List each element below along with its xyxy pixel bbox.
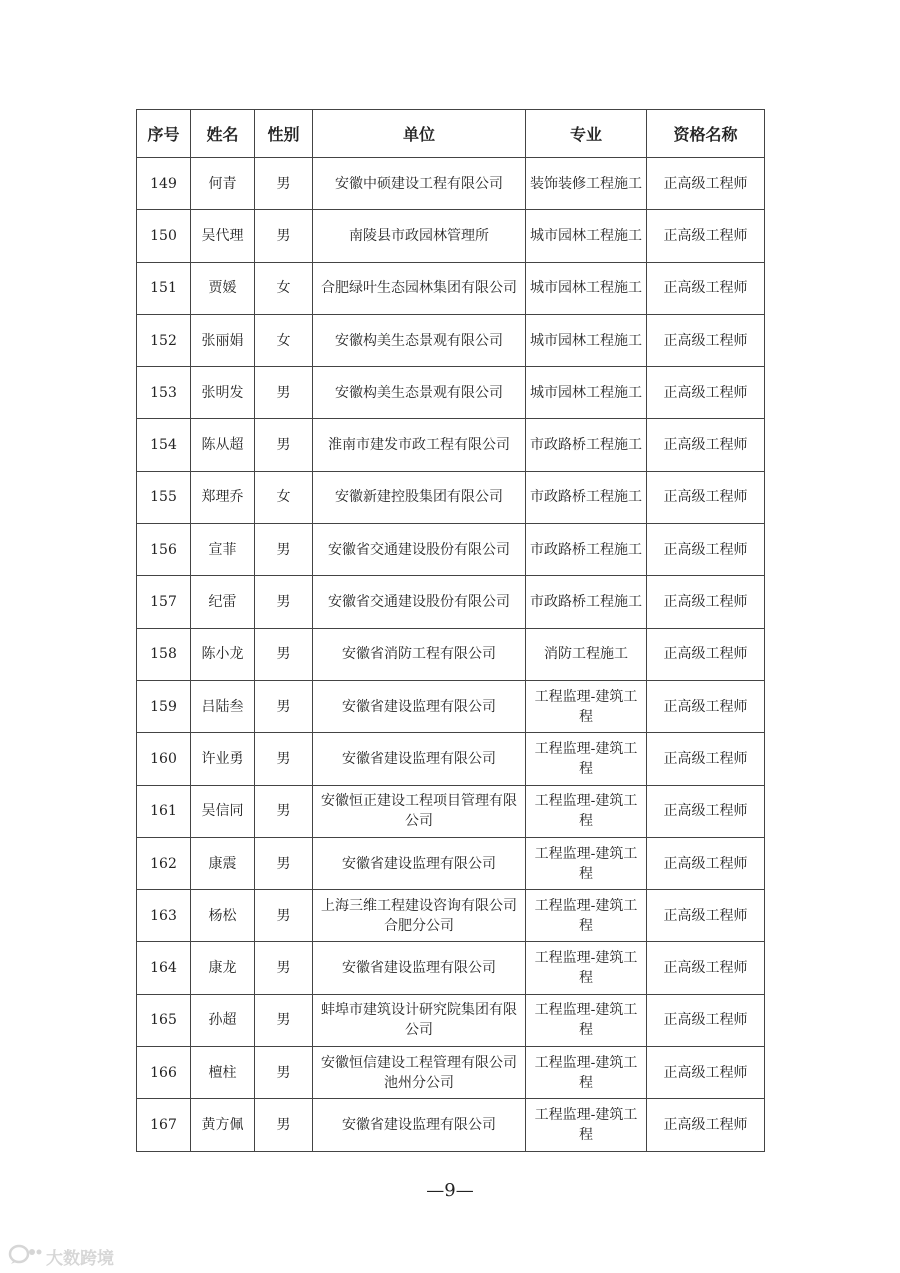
cell-major: 工程监理-建筑工程 — [526, 733, 647, 785]
cell-name: 何青 — [191, 158, 255, 210]
table-row — [137, 942, 765, 994]
cell-seq: 152 — [137, 314, 191, 366]
cell-gender: 男 — [255, 994, 313, 1046]
cell-major: 市政路桥工程施工 — [526, 471, 647, 523]
table-row — [137, 994, 765, 1046]
cell-name: 孙超 — [191, 994, 255, 1046]
cell-seq: 155 — [137, 471, 191, 523]
cell-seq: 161 — [137, 785, 191, 837]
header-gender: 性别 — [255, 110, 313, 158]
cell-gender: 男 — [255, 890, 313, 942]
table-row — [137, 314, 765, 366]
table-row — [137, 210, 765, 262]
cell-unit: 安徽省建设监理有限公司 — [313, 942, 526, 994]
header-qualification: 资格名称 — [647, 110, 765, 158]
cell-seq: 149 — [137, 158, 191, 210]
cell-seq: 153 — [137, 367, 191, 419]
cell-qualification: 正高级工程师 — [647, 890, 765, 942]
cell-unit: 淮南市建发市政工程有限公司 — [313, 419, 526, 471]
cell-major: 市政路桥工程施工 — [526, 419, 647, 471]
page-number: —9— — [426, 1180, 474, 1201]
cell-major: 工程监理-建筑工程 — [526, 994, 647, 1046]
cell-gender: 男 — [255, 367, 313, 419]
cell-gender: 男 — [255, 1047, 313, 1099]
qualification-table — [136, 109, 765, 1152]
cell-major: 城市园林工程施工 — [526, 367, 647, 419]
table-row — [137, 628, 765, 680]
cell-gender: 男 — [255, 785, 313, 837]
cell-gender: 男 — [255, 733, 313, 785]
cell-seq: 160 — [137, 733, 191, 785]
cell-name: 许业勇 — [191, 733, 255, 785]
cell-qualification: 正高级工程师 — [647, 158, 765, 210]
table-body — [137, 158, 765, 1152]
cell-gender: 男 — [255, 680, 313, 732]
cell-qualification: 正高级工程师 — [647, 680, 765, 732]
cell-unit: 南陵县市政园林管理所 — [313, 210, 526, 262]
cell-unit: 安徽省建设监理有限公司 — [313, 733, 526, 785]
cell-seq: 158 — [137, 628, 191, 680]
table-row — [137, 471, 765, 523]
cell-major: 城市园林工程施工 — [526, 314, 647, 366]
cell-name: 纪雷 — [191, 576, 255, 628]
cell-qualification: 正高级工程师 — [647, 419, 765, 471]
cell-qualification: 正高级工程师 — [647, 837, 765, 889]
cell-unit: 安徽构美生态景观有限公司 — [313, 314, 526, 366]
cell-name: 郑理乔 — [191, 471, 255, 523]
cell-seq: 151 — [137, 262, 191, 314]
cell-major: 城市园林工程施工 — [526, 262, 647, 314]
table-row — [137, 1099, 765, 1151]
table-row — [137, 1047, 765, 1099]
cell-seq: 165 — [137, 994, 191, 1046]
cell-gender: 男 — [255, 210, 313, 262]
table-header-row — [137, 110, 765, 158]
cell-gender: 男 — [255, 837, 313, 889]
cell-seq: 167 — [137, 1099, 191, 1151]
cell-name: 张丽娟 — [191, 314, 255, 366]
cell-unit: 安徽省交通建设股份有限公司 — [313, 576, 526, 628]
table-row — [137, 785, 765, 837]
cell-name: 檀柱 — [191, 1047, 255, 1099]
cell-major: 市政路桥工程施工 — [526, 576, 647, 628]
table-row — [137, 262, 765, 314]
cell-qualification: 正高级工程师 — [647, 785, 765, 837]
cell-unit: 合肥绿叶生态园林集团有限公司 — [313, 262, 526, 314]
cell-gender: 女 — [255, 471, 313, 523]
cell-gender: 男 — [255, 942, 313, 994]
cell-qualification: 正高级工程师 — [647, 524, 765, 576]
cell-major: 装饰装修工程施工 — [526, 158, 647, 210]
cell-name: 贾媛 — [191, 262, 255, 314]
cell-gender: 男 — [255, 158, 313, 210]
cell-gender: 男 — [255, 1099, 313, 1151]
table-row — [137, 733, 765, 785]
cell-unit: 安徽省消防工程有限公司 — [313, 628, 526, 680]
cell-name: 陈从超 — [191, 419, 255, 471]
cell-gender: 男 — [255, 576, 313, 628]
table-row — [137, 890, 765, 942]
watermark-text: 大数跨境 — [46, 1249, 114, 1269]
cell-unit: 安徽省建设监理有限公司 — [313, 837, 526, 889]
cell-seq: 162 — [137, 837, 191, 889]
cell-unit: 安徽中硕建设工程有限公司 — [313, 158, 526, 210]
cell-major: 工程监理-建筑工程 — [526, 837, 647, 889]
cell-seq: 166 — [137, 1047, 191, 1099]
cell-name: 宣菲 — [191, 524, 255, 576]
cell-gender: 男 — [255, 419, 313, 471]
cell-name: 吴信同 — [191, 785, 255, 837]
cell-name: 吕陆叁 — [191, 680, 255, 732]
cell-major: 工程监理-建筑工程 — [526, 680, 647, 732]
cell-major: 城市园林工程施工 — [526, 210, 647, 262]
cell-name: 吴代理 — [191, 210, 255, 262]
cell-major: 工程监理-建筑工程 — [526, 942, 647, 994]
cell-gender: 女 — [255, 262, 313, 314]
cell-qualification: 正高级工程师 — [647, 576, 765, 628]
cell-qualification: 正高级工程师 — [647, 314, 765, 366]
cell-major: 工程监理-建筑工程 — [526, 890, 647, 942]
header-name: 姓名 — [191, 110, 255, 158]
cell-major: 工程监理-建筑工程 — [526, 1099, 647, 1151]
cell-unit: 安徽恒正建设工程项目管理有限公司 — [313, 785, 526, 837]
cell-seq: 150 — [137, 210, 191, 262]
cell-unit: 安徽省建设监理有限公司 — [313, 1099, 526, 1151]
cell-gender: 女 — [255, 314, 313, 366]
cell-qualification: 正高级工程师 — [647, 994, 765, 1046]
cell-name: 康龙 — [191, 942, 255, 994]
cell-major: 消防工程施工 — [526, 628, 647, 680]
cell-unit: 安徽省交通建设股份有限公司 — [313, 524, 526, 576]
cell-unit: 安徽构美生态景观有限公司 — [313, 367, 526, 419]
cell-seq: 164 — [137, 942, 191, 994]
cell-qualification: 正高级工程师 — [647, 471, 765, 523]
speech-bubble-logo-icon — [8, 1243, 42, 1270]
cell-qualification: 正高级工程师 — [647, 1047, 765, 1099]
cell-major: 工程监理-建筑工程 — [526, 1047, 647, 1099]
cell-gender: 男 — [255, 628, 313, 680]
cell-major: 工程监理-建筑工程 — [526, 785, 647, 837]
cell-seq: 159 — [137, 680, 191, 732]
cell-unit: 安徽恒信建设工程管理有限公司池州分公司 — [313, 1047, 526, 1099]
cell-unit: 蚌埠市建筑设计研究院集团有限公司 — [313, 994, 526, 1046]
cell-gender: 男 — [255, 524, 313, 576]
table-row — [137, 680, 765, 732]
watermark — [8, 1243, 114, 1270]
cell-unit: 上海三维工程建设咨询有限公司合肥分公司 — [313, 890, 526, 942]
cell-qualification: 正高级工程师 — [647, 210, 765, 262]
table-row — [137, 367, 765, 419]
cell-seq: 154 — [137, 419, 191, 471]
table-row — [137, 837, 765, 889]
cell-seq: 163 — [137, 890, 191, 942]
cell-name: 黄方佩 — [191, 1099, 255, 1151]
cell-qualification: 正高级工程师 — [647, 367, 765, 419]
cell-name: 康震 — [191, 837, 255, 889]
cell-qualification: 正高级工程师 — [647, 1099, 765, 1151]
header-seq: 序号 — [137, 110, 191, 158]
cell-qualification: 正高级工程师 — [647, 262, 765, 314]
table-row — [137, 524, 765, 576]
cell-qualification: 正高级工程师 — [647, 733, 765, 785]
cell-qualification: 正高级工程师 — [647, 942, 765, 994]
table-row — [137, 158, 765, 210]
header-unit: 单位 — [313, 110, 526, 158]
cell-name: 陈小龙 — [191, 628, 255, 680]
cell-major: 市政路桥工程施工 — [526, 524, 647, 576]
header-major: 专业 — [526, 110, 647, 158]
table-row — [137, 576, 765, 628]
cell-unit: 安徽省建设监理有限公司 — [313, 680, 526, 732]
cell-seq: 156 — [137, 524, 191, 576]
cell-name: 张明发 — [191, 367, 255, 419]
table-row — [137, 419, 765, 471]
cell-seq: 157 — [137, 576, 191, 628]
cell-name: 杨松 — [191, 890, 255, 942]
cell-qualification: 正高级工程师 — [647, 628, 765, 680]
cell-unit: 安徽新建控股集团有限公司 — [313, 471, 526, 523]
